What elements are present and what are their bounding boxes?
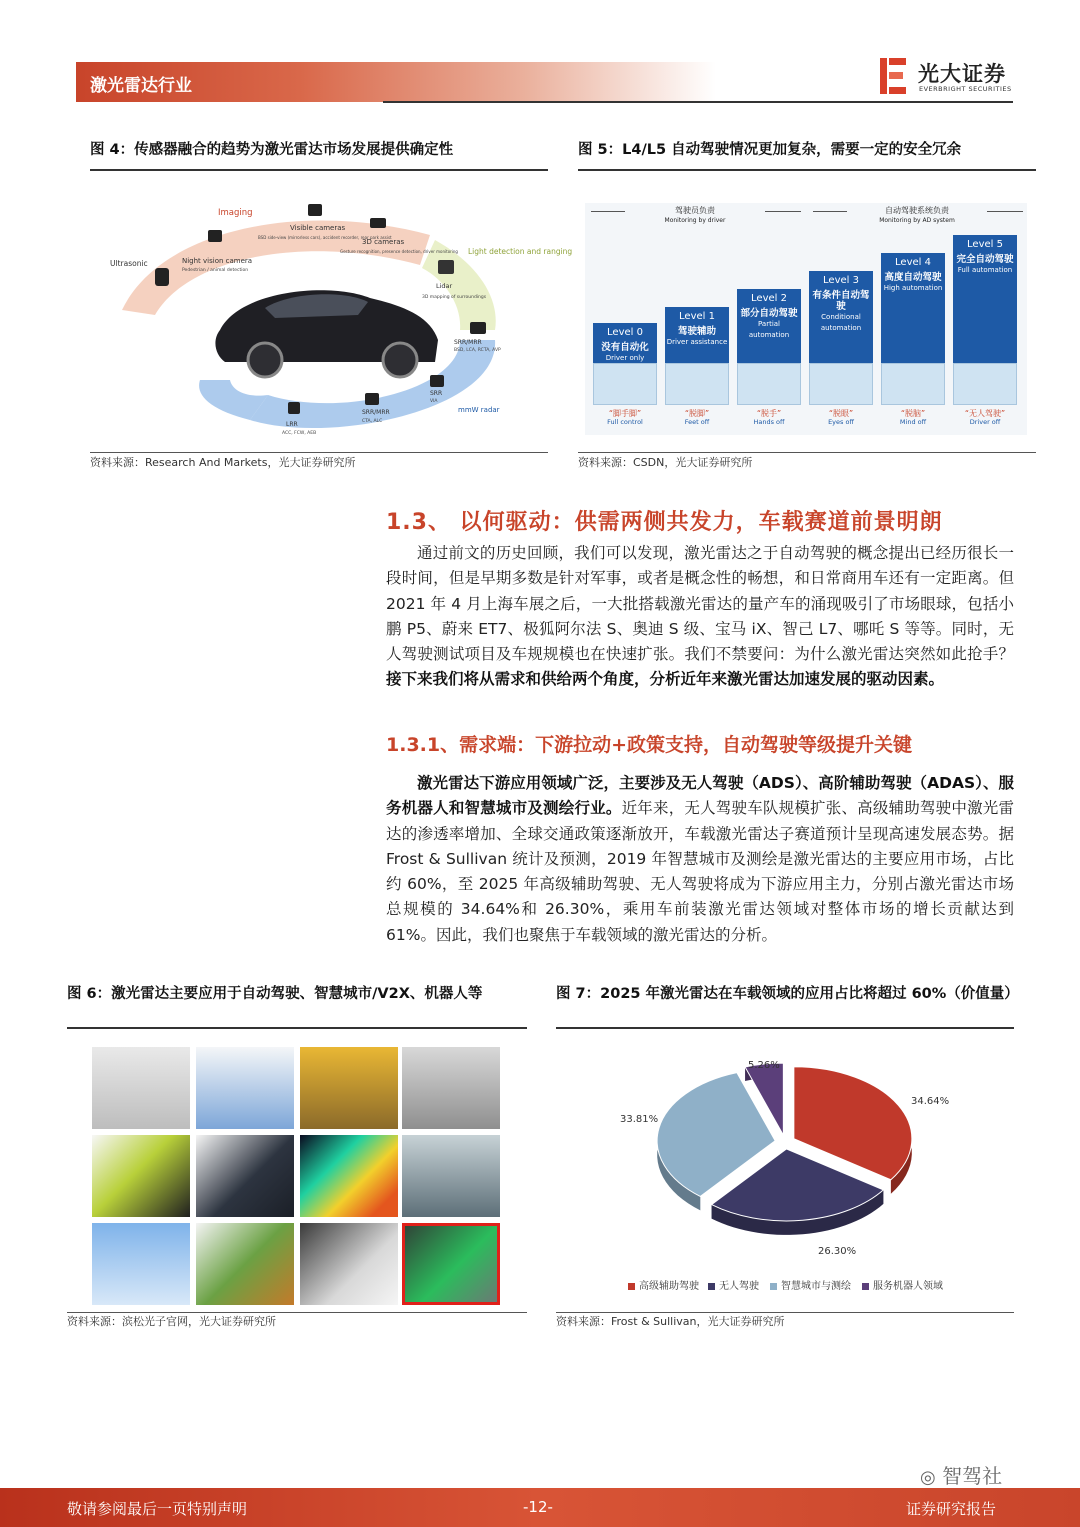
fig4-bottom-rule	[90, 452, 548, 453]
level-1-box: Level 1 驾驶辅助 Driver assistance	[665, 307, 729, 363]
header-band	[76, 62, 716, 102]
label-lidar: Lidar	[436, 282, 453, 290]
driver-seat-icon	[665, 363, 729, 405]
fig5-left-header-en: Monitoring by driver	[664, 217, 726, 224]
level-5-caption: “无人驾驶” Driver off	[964, 409, 1006, 426]
label-imaging: Imaging	[218, 208, 253, 218]
section-paragraph-1	[386, 541, 1014, 693]
label-srr-mrr-side-sub: CTA, ALC	[362, 419, 383, 424]
footer-page-number: -12-	[523, 1498, 553, 1516]
fig6-image-grid	[92, 1047, 507, 1312]
header-section-title: 激光雷达行业	[90, 76, 192, 96]
fig7-title: 图 7：2025 年激光雷达在车载领域的应用占比将超过 60%（价值量）	[556, 986, 1019, 1002]
label-night-vision: Night vision camera	[182, 257, 253, 265]
driver-seat-icon	[881, 363, 945, 405]
fig4-top-rule	[90, 169, 548, 171]
label-lrr: LRR	[286, 421, 298, 428]
fig6-source: 资料来源：滨松光子官网，光大证券研究所	[67, 1315, 276, 1328]
fig4-title: 图 4：传感器融合的趋势为激光雷达市场发展提供确定性	[90, 142, 454, 158]
section-paragraph-1-bold: 接下来我们将从需求和供给两个角度，分析近年来激光雷达加速发展的驱动因素。	[386, 670, 945, 689]
visible-camera-icon	[308, 204, 322, 216]
pie-legend-2: 无人驾驶	[708, 1277, 759, 1292]
pie-legend-3: 智慧城市与测绘	[770, 1277, 851, 1292]
level-3-caption: “脱眼” Eyes off	[828, 409, 854, 426]
wechat-icon: ◎	[920, 1467, 936, 1488]
footer-report-type: 证券研究报告	[906, 1500, 997, 1518]
fig5-top-rule	[578, 169, 1036, 171]
fig5-right-header-cn: 自动驾驶系统负责	[885, 206, 949, 215]
label-visible-cameras-sub: BSD side-view (mirrorless cars), accident recorder, rear park assist	[258, 235, 392, 240]
pie-data-label-4: 5.26%	[748, 1060, 780, 1071]
lidar-sensor-icon	[438, 260, 454, 274]
fig6-title: 图 6：激光雷达主要应用于自动驾驶、智慧城市/V2X、机器人等	[67, 986, 483, 1002]
driver-seat-icon	[737, 363, 801, 405]
everbright-logo-mark-icon	[878, 56, 908, 96]
fig4-sensor-fusion-diagram	[100, 190, 573, 445]
fig5-left-header-cn: 驾驶员负责	[675, 206, 715, 215]
label-3d-cameras-sub: Gesture recognition, presence detection, driver monitoring	[340, 249, 458, 254]
fig7-pie-chart	[556, 1040, 1014, 1270]
level-0-caption: “脚手脚” Full control	[607, 409, 643, 426]
pie-data-label-2: 26.30%	[818, 1246, 857, 1257]
level-2-caption: “脱手” Hands off	[753, 409, 785, 426]
pie-legend-4: 服务机器人领域	[862, 1277, 943, 1292]
section-paragraph-1-text: 通过前文的历史回顾，我们可以发现，激光雷达之于自动驾驶的概念提出已经历很长一段时间，但是早期多数是针对军事，或者是概念性的畅想，和日常商用车还有一定距离。但 2021 年 4 月上海车展之后，一大批搭载激光雷达的量产车的涌现吸引了市场眼球，包括小鹏 P5、蔚来 ET7、极狐阿尔法 S、奥迪 S 级、宝马 iX、智己 L7、哪吒 S 等等。同时，无人驾驶测试项目及车规规模也在快速扩张。我们不禁要问：为什么激光雷达突然如此抢手？	[386, 544, 1014, 664]
srr-mrr-radar-icon	[470, 322, 486, 334]
everbright-logo	[878, 56, 1018, 100]
label-srr-mrr-rear: SRR/MRR	[454, 339, 482, 346]
srr-mrr-side-radar-icon	[365, 393, 379, 405]
fig5-right-header	[847, 206, 987, 226]
level-5-box: Level 5 完全自动驾驶 Full automation	[953, 235, 1017, 363]
wechat-watermark	[920, 1460, 1002, 1489]
fig7-top-rule	[556, 1027, 1014, 1029]
laser-rangefinder-image	[92, 1135, 190, 1217]
fig5-diagram	[585, 203, 1027, 435]
night-vision-camera-icon	[208, 230, 222, 242]
section-paragraph-2-bold: 激光雷达下游应用领域广泛，主要涉及无人驾驶（ADS）、高阶辅助驾驶（ADAS）、服务机器人和智慧城市及测绘行业。	[386, 774, 1014, 818]
fig5-source: 资料来源：CSDN，光大证券研究所	[578, 456, 753, 469]
terrain-mapping-image	[196, 1223, 294, 1305]
logo-en-text: EVERBRIGHT SECURITIES	[919, 85, 1012, 93]
level-2-box: Level 2 部分自动驾驶 Partial automation	[737, 289, 801, 363]
label-srr-sub: VIA	[430, 399, 438, 404]
level-1-caption: “脱脚” Feet off	[684, 409, 710, 426]
fig5-right-header-en: Monitoring by AD system	[879, 217, 955, 224]
3d-camera-icon	[370, 218, 386, 228]
fig5-title: 图 5：L4/L5 自动驾驶情况更加复杂，需要一定的安全冗余	[578, 142, 962, 158]
robot-vacuum-image	[92, 1047, 190, 1129]
pie-data-label-1: 34.64%	[911, 1096, 950, 1107]
label-ultrasonic: Ultrasonic	[110, 259, 148, 268]
section-heading: 1.3、 以何驱动：供需两侧共发力，车载赛道前景明朗	[386, 510, 943, 535]
depth-map-image	[300, 1135, 398, 1217]
autonomous-car-image	[300, 1223, 398, 1305]
handheld-rangefinder-image	[196, 1135, 294, 1217]
label-srr: SRR	[430, 390, 443, 397]
service-robot-image	[196, 1047, 294, 1129]
drone-lidar-image	[92, 1223, 190, 1305]
car-lidar-scene-image	[402, 1223, 500, 1305]
label-srr-mrr-rear-sub: BSD, LCA, RCTA, AVP	[454, 348, 501, 353]
srr-radar-icon	[430, 375, 444, 387]
robot-arm-image	[402, 1047, 500, 1129]
ultrasonic-sensor-icon	[155, 268, 169, 286]
label-lidar-sub: 3D mapping of surroundings	[422, 295, 487, 300]
fig4-source: 资料来源：Research And Markets，光大证券研究所	[90, 456, 356, 469]
fig5-bottom-rule	[578, 452, 1036, 453]
label-srr-mrr-side: SRR/MRR	[362, 409, 390, 416]
label-visible-cameras: Visible cameras	[290, 224, 346, 232]
footer-disclaimer: 敬请参阅最后一页特别声明	[67, 1500, 248, 1518]
level-0-box: Level 0 没有自动化 Driver only	[593, 323, 657, 363]
logo-cn-text: 光大证券	[918, 62, 1006, 86]
level-4-box: Level 4 高度自动驾驶 High automation	[881, 253, 945, 363]
label-lrr-sub: ACC, FCW, AEB	[282, 431, 317, 436]
pie-legend-1: 高级辅助驾驶	[628, 1277, 699, 1292]
subsection-heading: 1.3.1、需求端：下游拉动+政策支持，自动驾驶等级提升关键	[386, 734, 913, 756]
section-paragraph-2	[386, 771, 1014, 948]
driver-seat-icon	[809, 363, 873, 405]
label-night-vision-sub: Pedestrian / animal detection	[182, 268, 249, 273]
label-3d-cameras: 3D cameras	[362, 238, 405, 246]
warehouse-agv-image	[402, 1135, 500, 1217]
wechat-watermark-text: 智驾社	[942, 1464, 1003, 1488]
header-rule	[383, 101, 1013, 103]
pie-data-label-3: 33.81%	[620, 1114, 659, 1125]
fig5-left-header	[625, 206, 765, 226]
lrr-radar-icon	[288, 402, 300, 414]
level-4-caption: “脱脑” Mind off	[899, 409, 927, 426]
level-3-box: Level 3 有条件自动驾驶 Conditional automation	[809, 271, 873, 363]
section-paragraph-2-text: 近年来，无人驾驶车队规模扩张、高级辅助驾驶中激光雷达的渗透率增加、全球交通政策逐渐放开，车载激光雷达子赛道预计呈现高速发展态势。据 Frost & Sullivan 统计及预测，2019 年智慧城市及测绘是激光雷达的主要应用市场，占比约 60%，至 2025 年高级辅助驾驶、无人驾驶将成为下游应用主力，分别占激光雷达市场总规模的 34.64%和 26.30%，乘用车前装激光雷达领域对整体市场的增长贡献达到 61%。因此，我们也聚焦于车载领域的激光雷达的分析。	[386, 799, 1014, 944]
footer-band	[0, 1488, 1080, 1527]
label-mmw-radar: mmW radar	[458, 406, 500, 414]
fig7-source: 资料来源：Frost & Sullivan，光大证券研究所	[556, 1315, 785, 1328]
fig6-top-rule	[67, 1027, 527, 1029]
companion-robot-image	[300, 1047, 398, 1129]
driver-seat-icon	[953, 363, 1017, 405]
driver-seat-icon	[593, 363, 657, 405]
label-lidar-title: Light detection and ranging	[468, 247, 573, 256]
